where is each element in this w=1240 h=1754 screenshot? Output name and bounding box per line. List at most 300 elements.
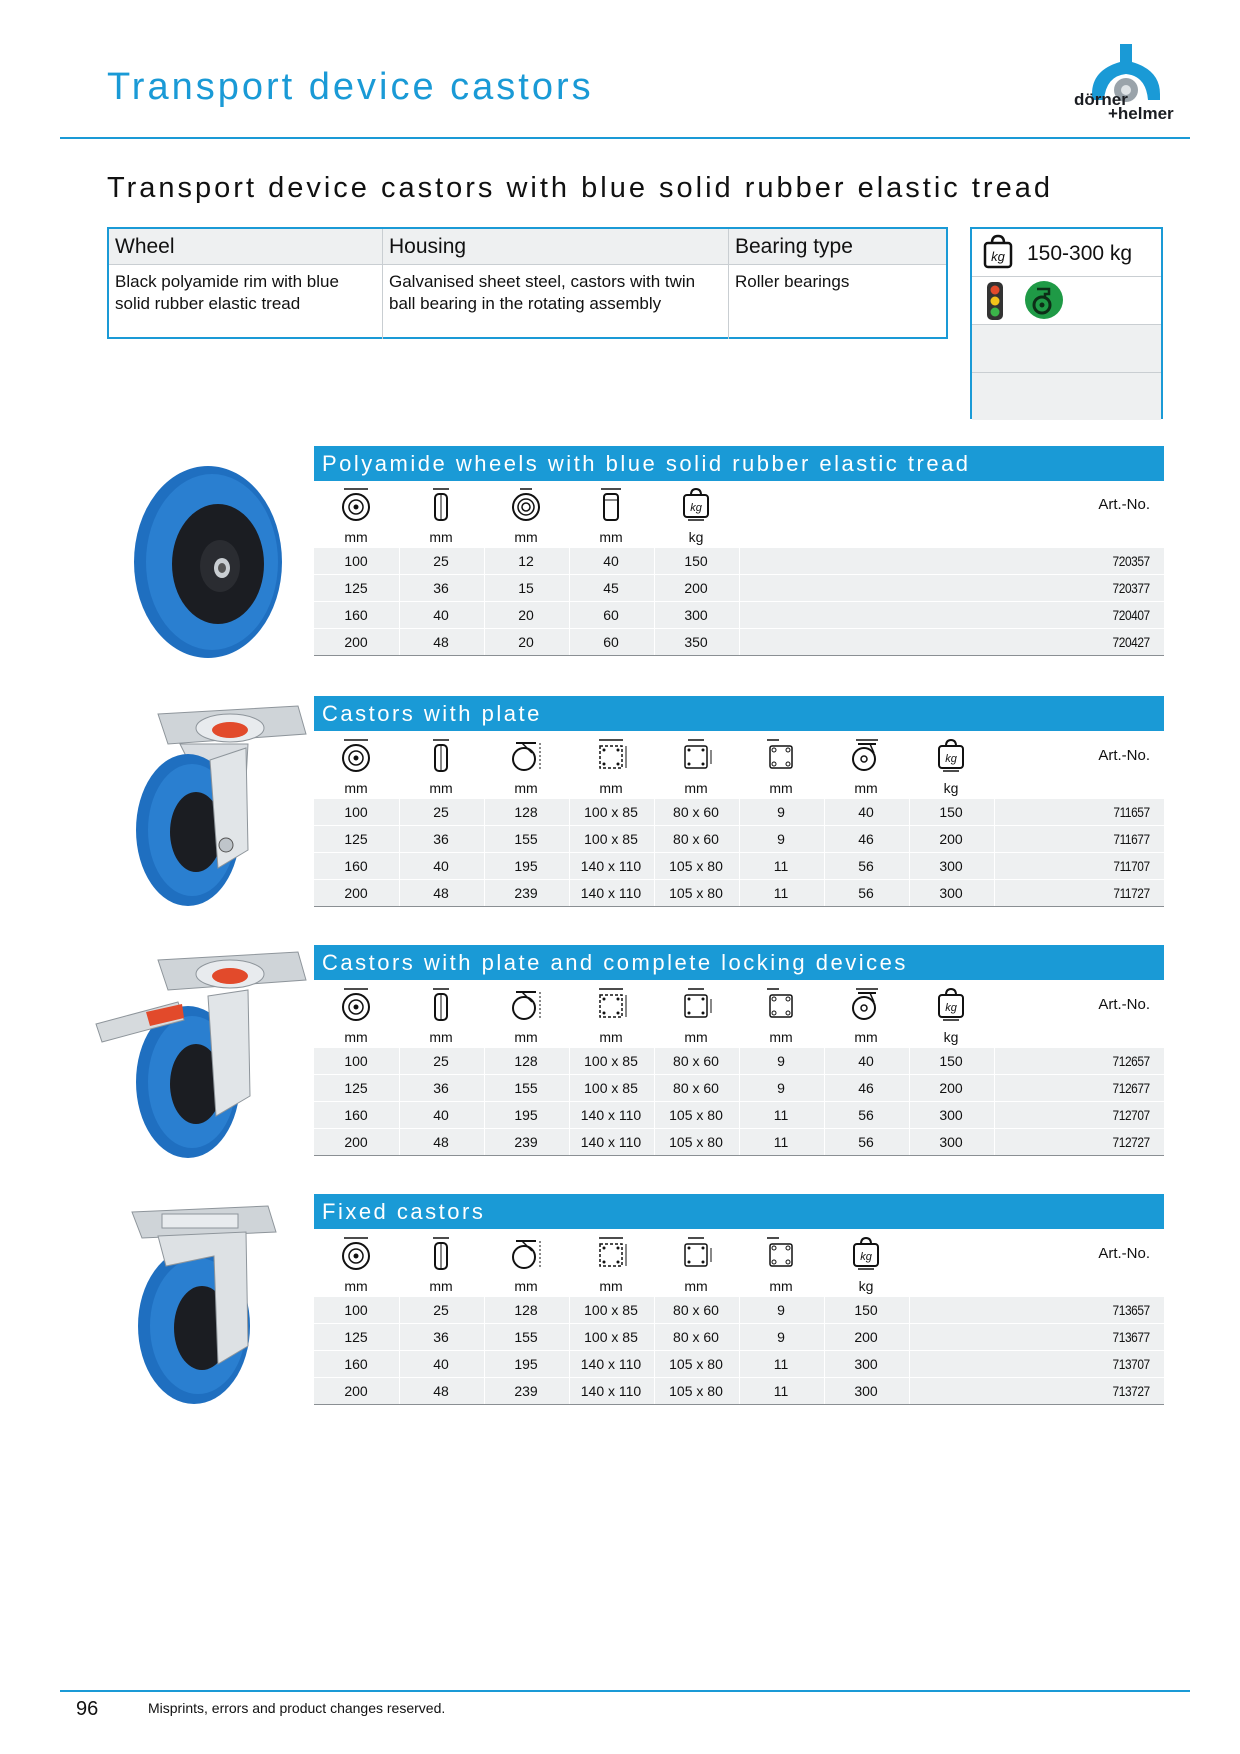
column-separator [484,1102,485,1128]
column-separator [994,826,995,852]
column-separator [824,1324,825,1350]
unit-label: mm [769,1278,793,1294]
table-cell: 155 [514,831,538,847]
hub-length-icon [593,486,629,522]
table-cell: 40 [858,1053,874,1069]
table-row [314,799,1164,826]
green-castor-icon [1024,280,1064,320]
table-cell: 160 [344,858,368,874]
spec-header-housing: Housing [383,229,729,264]
column-separator [824,880,825,906]
unit-row [314,1026,1164,1048]
article-number: 713657 [1112,1302,1150,1318]
column-separator [399,826,400,852]
table-cell: 80 x 60 [673,1080,719,1096]
hole-spacing-icon [678,986,714,1022]
load-capacity-icon [848,1235,884,1271]
table-cell: 200 [939,1080,963,1096]
unit-label: mm [514,1029,538,1045]
column-separator [484,1297,485,1323]
table-cell: 200 [344,885,368,901]
table-cell: 140 x 110 [580,858,642,874]
table-cell: 80 x 60 [673,831,719,847]
article-number: 712707 [1112,1107,1150,1123]
column-separator [909,799,910,825]
load-box-empty-row [972,373,1161,420]
table-cell: 100 x 85 [584,1080,638,1096]
art-no-header: Art.-No. [1098,1245,1150,1262]
column-separator [484,799,485,825]
footer-note: Misprints, errors and product changes reserved. [148,1700,446,1716]
table-cell: 9 [777,1302,785,1318]
icon-row [314,482,1164,526]
icon-row [314,1231,1164,1275]
table-cell: 300 [939,885,963,901]
table-cell: 12 [518,553,534,569]
table-row [314,602,1164,629]
svg-text:kg: kg [945,1002,957,1014]
table-cell: 140 x 110 [580,1356,642,1372]
table-cell: 11 [773,858,789,874]
column-separator [739,1378,740,1404]
column-separator [994,1048,995,1074]
column-separator [484,548,485,574]
column-separator [654,1048,655,1074]
art-no-header: Art.-No. [1098,747,1150,764]
table-cell: 100 x 85 [584,831,638,847]
column-separator [569,1075,570,1101]
table-cell: 80 x 60 [673,1053,719,1069]
article-number: 713707 [1112,1356,1150,1372]
band-polyamide-wheels: Polyamide wheels with blue solid rubber elastic tread [314,446,1164,481]
table-row [314,1378,1164,1405]
table-cell: 300 [684,607,708,623]
table-cell: 125 [344,580,368,596]
unit-label: mm [599,1278,623,1294]
spec-value-bearing: Roller bearings [735,272,850,291]
spec-header-bearing: Bearing type [735,235,853,258]
table-castors-with-plate [314,733,1164,907]
table-cell: 11 [773,1383,789,1399]
logo-text-top: dörner [1074,90,1128,109]
castor-with-locking-image [92,946,308,1161]
unit-label: mm [769,1029,793,1045]
load-capacity-box [970,227,1163,419]
table-row [314,548,1164,575]
spec-header-wheel: Wheel [109,229,383,264]
column-separator [739,1129,740,1155]
wheel-width-icon [423,986,459,1022]
unit-row [314,777,1164,799]
column-separator [399,1102,400,1128]
column-separator [569,853,570,879]
table-cell: 140 x 110 [580,1383,642,1399]
table-row [314,1048,1164,1075]
column-separator [654,1351,655,1377]
table-cell: 9 [777,831,785,847]
traffic-light-icon [986,281,1004,321]
table-cell: 25 [433,1053,449,1069]
table-cell: 9 [777,1080,785,1096]
table-cell: 48 [433,1134,449,1150]
table-cell: 56 [858,885,874,901]
wheel-diameter-icon [338,986,374,1022]
table-cell: 48 [433,885,449,901]
table-cell: 239 [514,1134,538,1150]
column-separator [654,853,655,879]
column-separator [569,602,570,628]
table-cell: 150 [854,1302,878,1318]
column-separator [569,1048,570,1074]
table-row [314,880,1164,907]
load-capacity-icon [933,737,969,773]
column-separator [569,799,570,825]
unit-label: mm [514,529,538,545]
table-cell: 40 [433,607,449,623]
weight-kg-icon [982,233,1014,271]
overall-height-icon [508,1235,544,1271]
load-box-empty-row [972,325,1161,373]
column-separator [909,1297,910,1323]
column-separator [569,1351,570,1377]
svg-text:kg: kg [860,1251,872,1263]
table-cell: 195 [514,858,538,874]
table-row [314,1297,1164,1324]
column-separator [399,602,400,628]
column-separator [909,1351,910,1377]
column-separator [909,853,910,879]
column-separator [739,548,740,574]
polyamide-wheel-image [118,462,284,662]
column-separator [909,1075,910,1101]
column-separator [824,1378,825,1404]
table-cell: 25 [433,553,449,569]
art-no-header: Art.-No. [1098,996,1150,1013]
table-cell: 105 x 80 [669,858,723,874]
unit-row [314,526,1164,548]
column-separator [909,1378,910,1404]
table-cell: 239 [514,885,538,901]
table-cell: 300 [854,1383,878,1399]
column-separator [994,1102,995,1128]
table-cell: 300 [939,858,963,874]
table-cell: 128 [514,1053,538,1069]
column-separator [824,1075,825,1101]
table-cell: 11 [773,1134,789,1150]
table-row [314,1102,1164,1129]
table-cell: 100 [344,553,368,569]
column-separator [484,1378,485,1404]
table-cell: 40 [858,804,874,820]
table-cell: 239 [514,1383,538,1399]
table-cell: 46 [858,831,874,847]
column-separator [909,826,910,852]
column-separator [484,880,485,906]
article-number: 713727 [1112,1383,1150,1399]
table-cell: 195 [514,1107,538,1123]
unit-label: mm [599,529,623,545]
table-row [314,1324,1164,1351]
table-cell: 140 x 110 [580,885,642,901]
section-title: Transport device castors with blue solid rubber elastic tread [107,172,1053,204]
unit-label: mm [344,1029,368,1045]
column-separator [569,1102,570,1128]
unit-label: mm [599,780,623,796]
art-no-header: Art.-No. [1098,496,1150,513]
table-cell: 40 [433,1356,449,1372]
wheel-width-icon [423,1235,459,1271]
page-title: Transport device castors [107,66,594,108]
article-number: 720427 [1112,634,1150,650]
table-cell: 80 x 60 [673,1302,719,1318]
table-cell: 80 x 60 [673,804,719,820]
plate-size-icon [593,737,629,773]
table-cell: 150 [939,1053,963,1069]
column-separator [739,799,740,825]
table-cell: 9 [777,1329,785,1345]
column-separator [399,575,400,601]
svg-text:kg: kg [991,249,1005,264]
table-cell: 300 [939,1134,963,1150]
unit-label: kg [943,780,959,796]
spec-value-housing: Galvanised sheet steel, castors with twin ball bearing in the rotating assembly [383,265,729,339]
spec-table [107,227,948,339]
unit-label: kg [858,1278,874,1294]
column-separator [484,1324,485,1350]
table-cell: 200 [344,1134,368,1150]
unit-label: mm [684,780,708,796]
table-cell: 100 [344,804,368,820]
plate-size-icon [593,1235,629,1271]
table-cell: 40 [433,1107,449,1123]
spec-value-wheel: Black polyamide rim with blue solid rubber elastic tread [109,265,383,339]
column-separator [569,1297,570,1323]
column-separator [654,1324,655,1350]
table-cell: 140 x 110 [580,1107,642,1123]
table-cell: 300 [854,1356,878,1372]
table-cell: 125 [344,831,368,847]
column-separator [824,799,825,825]
column-separator [569,629,570,655]
table-cell: 100 x 85 [584,1329,638,1345]
column-separator [654,1297,655,1323]
column-separator [739,880,740,906]
table-cell: 100 [344,1302,368,1318]
unit-label: mm [514,780,538,796]
column-separator [739,575,740,601]
column-separator [484,629,485,655]
table-row [314,853,1164,880]
column-separator [824,1351,825,1377]
column-separator [994,1075,995,1101]
column-separator [484,575,485,601]
table-cell: 100 x 85 [584,1302,638,1318]
table-cell: 36 [433,1080,449,1096]
table-fixed-castors [314,1231,1164,1405]
load-capacity-icon [933,986,969,1022]
table-castors-with-locking [314,982,1164,1156]
table-cell: 100 x 85 [584,1053,638,1069]
column-separator [654,1129,655,1155]
column-separator [484,1048,485,1074]
column-separator [399,1351,400,1377]
wheel-width-icon [423,486,459,522]
table-cell: 160 [344,1107,368,1123]
table-cell: 36 [433,1329,449,1345]
article-number: 713677 [1112,1329,1150,1345]
footer-divider [60,1690,1190,1692]
article-number: 712657 [1112,1053,1150,1069]
column-separator [484,853,485,879]
table-cell: 140 x 110 [580,1134,642,1150]
table-cell: 56 [858,858,874,874]
column-separator [399,1129,400,1155]
table-cell: 36 [433,580,449,596]
column-separator [909,1102,910,1128]
column-separator [484,1351,485,1377]
unit-label: mm [429,1029,453,1045]
column-separator [994,799,995,825]
table-cell: 20 [518,634,534,650]
column-separator [399,880,400,906]
column-separator [654,880,655,906]
wheel-diameter-icon [338,486,374,522]
band-fixed-castors: Fixed castors [314,1194,1164,1229]
column-separator [399,1297,400,1323]
column-separator [569,880,570,906]
table-cell: 105 x 80 [669,885,723,901]
column-separator [654,799,655,825]
company-logo [1060,42,1190,132]
svg-text:kg: kg [690,502,702,514]
column-separator [654,1075,655,1101]
table-cell: 300 [939,1107,963,1123]
unit-label: mm [344,780,368,796]
column-separator [824,1129,825,1155]
column-separator [654,575,655,601]
column-separator [739,853,740,879]
column-separator [484,1129,485,1155]
column-separator [654,826,655,852]
table-cell: 48 [433,1383,449,1399]
table-cell: 20 [518,607,534,623]
unit-label: mm [429,780,453,796]
unit-label: mm [769,780,793,796]
table-cell: 100 x 85 [584,804,638,820]
column-separator [739,1048,740,1074]
unit-label: kg [688,529,704,545]
table-cell: 105 x 80 [669,1356,723,1372]
table-cell: 56 [858,1134,874,1150]
table-cell: 105 x 80 [669,1107,723,1123]
table-cell: 80 x 60 [673,1329,719,1345]
overall-height-icon [508,737,544,773]
table-cell: 60 [603,607,619,623]
overall-height-icon [508,986,544,1022]
icon-row [314,733,1164,777]
column-separator [739,1297,740,1323]
column-separator [909,1129,910,1155]
column-separator [654,1102,655,1128]
table-row [314,1075,1164,1102]
article-number: 711657 [1113,804,1150,820]
column-separator [739,1351,740,1377]
column-separator [399,853,400,879]
icon-row [314,982,1164,1026]
table-row [314,1351,1164,1378]
column-separator [484,602,485,628]
band-castors-with-locking: Castors with plate and complete locking devices [314,945,1164,980]
table-cell: 60 [603,634,619,650]
column-separator [994,880,995,906]
article-number: 720377 [1112,580,1150,596]
article-number: 711677 [1113,831,1150,847]
column-separator [654,1378,655,1404]
table-cell: 160 [344,1356,368,1372]
column-separator [569,1378,570,1404]
table-cell: 100 [344,1053,368,1069]
table-cell: 25 [433,1302,449,1318]
table-cell: 11 [773,1107,789,1123]
unit-label: mm [429,1278,453,1294]
unit-label: mm [684,1278,708,1294]
header-divider [60,137,1190,139]
column-separator [824,853,825,879]
offset-icon [848,737,884,773]
table-cell: 36 [433,831,449,847]
column-separator [739,1324,740,1350]
table-cell: 150 [684,553,708,569]
column-separator [484,1075,485,1101]
table-cell: 200 [344,634,368,650]
column-separator [739,602,740,628]
column-separator [994,853,995,879]
logo-text-bottom: +helmer [1108,104,1174,123]
column-separator [399,1048,400,1074]
unit-label: mm [344,529,368,545]
column-separator [824,826,825,852]
bolt-hole-icon [763,1235,799,1271]
table-cell: 150 [939,804,963,820]
column-separator [399,548,400,574]
table-cell: 48 [433,634,449,650]
column-separator [484,826,485,852]
band-castors-with-plate: Castors with plate [314,696,1164,731]
table-cell: 25 [433,804,449,820]
bolt-hole-icon [763,986,799,1022]
column-separator [824,1102,825,1128]
unit-label: kg [943,1029,959,1045]
column-separator [654,629,655,655]
table-cell: 105 x 80 [669,1383,723,1399]
fixed-castor-image [118,1196,284,1406]
column-separator [909,1048,910,1074]
column-separator [399,799,400,825]
bolt-hole-icon [763,737,799,773]
table-row [314,1129,1164,1156]
wheel-diameter-icon [338,737,374,773]
column-separator [569,575,570,601]
hole-spacing-icon [678,737,714,773]
column-separator [739,1075,740,1101]
table-row [314,826,1164,853]
table-cell: 200 [854,1329,878,1345]
table-cell: 200 [939,831,963,847]
unit-label: mm [854,780,878,796]
offset-icon [848,986,884,1022]
table-cell: 200 [684,580,708,596]
column-separator [569,548,570,574]
